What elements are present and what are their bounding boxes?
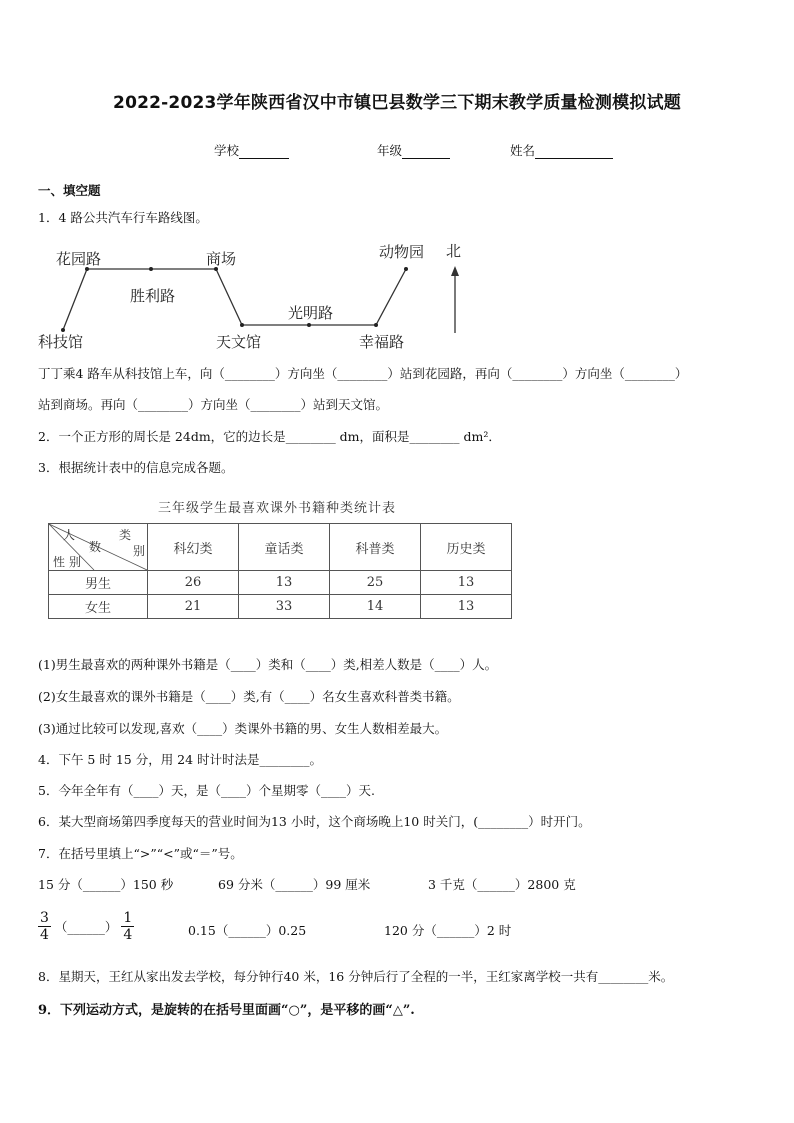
name-label: 姓名 <box>510 143 536 158</box>
stop-label: 光明路 <box>288 304 334 322</box>
compare-item: 0.15（______）0.25 <box>188 923 307 938</box>
question-3: 3．根据统计表中的信息完成各题。 <box>38 460 234 475</box>
bus-route-diagram <box>30 232 470 357</box>
grade-label: 年级 <box>377 143 403 158</box>
row-label: 男生 <box>49 571 148 595</box>
question-7: 7．在括号里填上“>”“<”或“＝”号。 <box>38 846 243 861</box>
stop-label: 天文馆 <box>216 333 262 351</box>
stop-label: 胜利路 <box>130 287 176 305</box>
corner-bie: 别 <box>133 544 146 558</box>
stop-dot <box>149 267 153 271</box>
stop-dot <box>240 323 244 327</box>
name-blank[interactable] <box>535 145 613 159</box>
question-2: 2．一个正方形的周长是 24dm，它的边长是________ dm，面积是________ dm²． <box>38 429 501 444</box>
table-cell: 13 <box>421 595 512 619</box>
stop-dot <box>61 328 65 332</box>
table-row <box>49 595 512 619</box>
question-8: 8．星期天，王红从家出发去学校，每分钟行40 米，16 分钟后行了全程的一半，王红家离学校一共有________米。 <box>38 969 674 984</box>
question-3-sub-3: (3)通过比较可以发现,喜欢（____）类课外书籍的男、女生人数相差最大。 <box>38 721 448 736</box>
stop-label: 动物园 <box>379 243 425 261</box>
corner-count: 数 <box>89 540 102 554</box>
fraction-compare <box>38 910 134 943</box>
question-1-line-2: 站到商场。再向（________）方向坐（________）站到天文馆。 <box>38 397 389 412</box>
question-3-sub-2: (2)女生最喜欢的课外书籍是（____）类,有（____）名女生喜欢科普类书籍。 <box>38 689 460 704</box>
compare-item: 120 分（______）2 时 <box>384 923 512 938</box>
stats-table <box>48 523 512 619</box>
fraction-left: $\frac{3}{4}$ <box>40 910 49 943</box>
question-1-line-1: 丁丁乘4 路车从科技馆上车，向（________）方向坐（________）站到花园路，再向（________）方向坐（________） <box>38 366 688 381</box>
stop-dot <box>307 323 311 327</box>
school-field <box>214 141 289 159</box>
compare-item: 15 分（______）150 秒 <box>38 877 174 892</box>
question-6: 6．某大型商场第四季度每天的营业时间为13 小时，这个商场晚上10 时关门，(________）时开门。 <box>38 814 591 829</box>
corner-gender: 性 <box>53 555 66 569</box>
table-cell: 13 <box>239 571 330 595</box>
stop-label: 花园路 <box>56 250 102 268</box>
stop-dot <box>404 267 408 271</box>
question-4: 4．下午 5 时 15 分，用 24 时计时法是________。 <box>38 752 323 767</box>
column-header: 童话类 <box>239 524 330 571</box>
column-header: 科普类 <box>330 524 421 571</box>
route-line <box>63 269 406 330</box>
fraction-right: $\frac{1}{4}$ <box>123 910 133 943</box>
corner-people: 人 <box>63 528 76 542</box>
stop-label: 幸福路 <box>359 333 405 351</box>
stop-label: 科技馆 <box>38 333 84 351</box>
stats-table-figure <box>40 495 522 630</box>
column-header: 科幻类 <box>148 524 239 571</box>
table-cell: 25 <box>330 571 421 595</box>
table-cell: 21 <box>148 595 239 619</box>
question-3-sub-1: (1)男生最喜欢的两种课外书籍是（____）类和（____）类,相差人数是（____）人。 <box>38 657 498 672</box>
section-heading: 一、填空题 <box>38 183 101 198</box>
page-title: 2022-2023学年陕西省汉中市镇巴县数学三下期末教学质量检测模拟试题 <box>113 93 681 113</box>
table-cell: 14 <box>330 595 421 619</box>
question-1: 1．4 路公共汽车行车路线图。 <box>38 210 208 225</box>
fraction-blank: （______） <box>54 919 118 935</box>
north-arrowhead-icon <box>451 266 459 276</box>
table-cell: 26 <box>148 571 239 595</box>
north-label: 北 <box>446 242 462 260</box>
name-field <box>510 141 613 159</box>
stop-label: 商场 <box>206 250 237 268</box>
school-label: 学校 <box>214 143 240 158</box>
corner-gbie: 别 <box>69 555 82 569</box>
school-blank[interactable] <box>239 145 289 159</box>
row-label: 女生 <box>49 595 148 619</box>
compare-item: 3 千克（______）2800 克 <box>428 877 576 892</box>
table-row <box>49 571 512 595</box>
table-cell: 13 <box>421 571 512 595</box>
corner-kind: 类 <box>119 528 132 542</box>
column-header: 历史类 <box>421 524 512 571</box>
question-9: 9．下列运动方式，是旋转的在括号里面画“○”，是平移的画“△”. <box>38 1003 415 1018</box>
table-title: 三年级学生最喜欢课外书籍种类统计表 <box>158 501 397 516</box>
grade-field <box>377 141 450 159</box>
grade-blank[interactable] <box>402 145 450 159</box>
question-5: 5．今年全年有（____）天，是（____）个星期零（____）天. <box>38 783 375 798</box>
stop-dot <box>374 323 378 327</box>
table-cell: 33 <box>239 595 330 619</box>
compare-item: 69 分米（______）99 厘米 <box>218 877 371 892</box>
header-corner-cell <box>49 524 148 571</box>
